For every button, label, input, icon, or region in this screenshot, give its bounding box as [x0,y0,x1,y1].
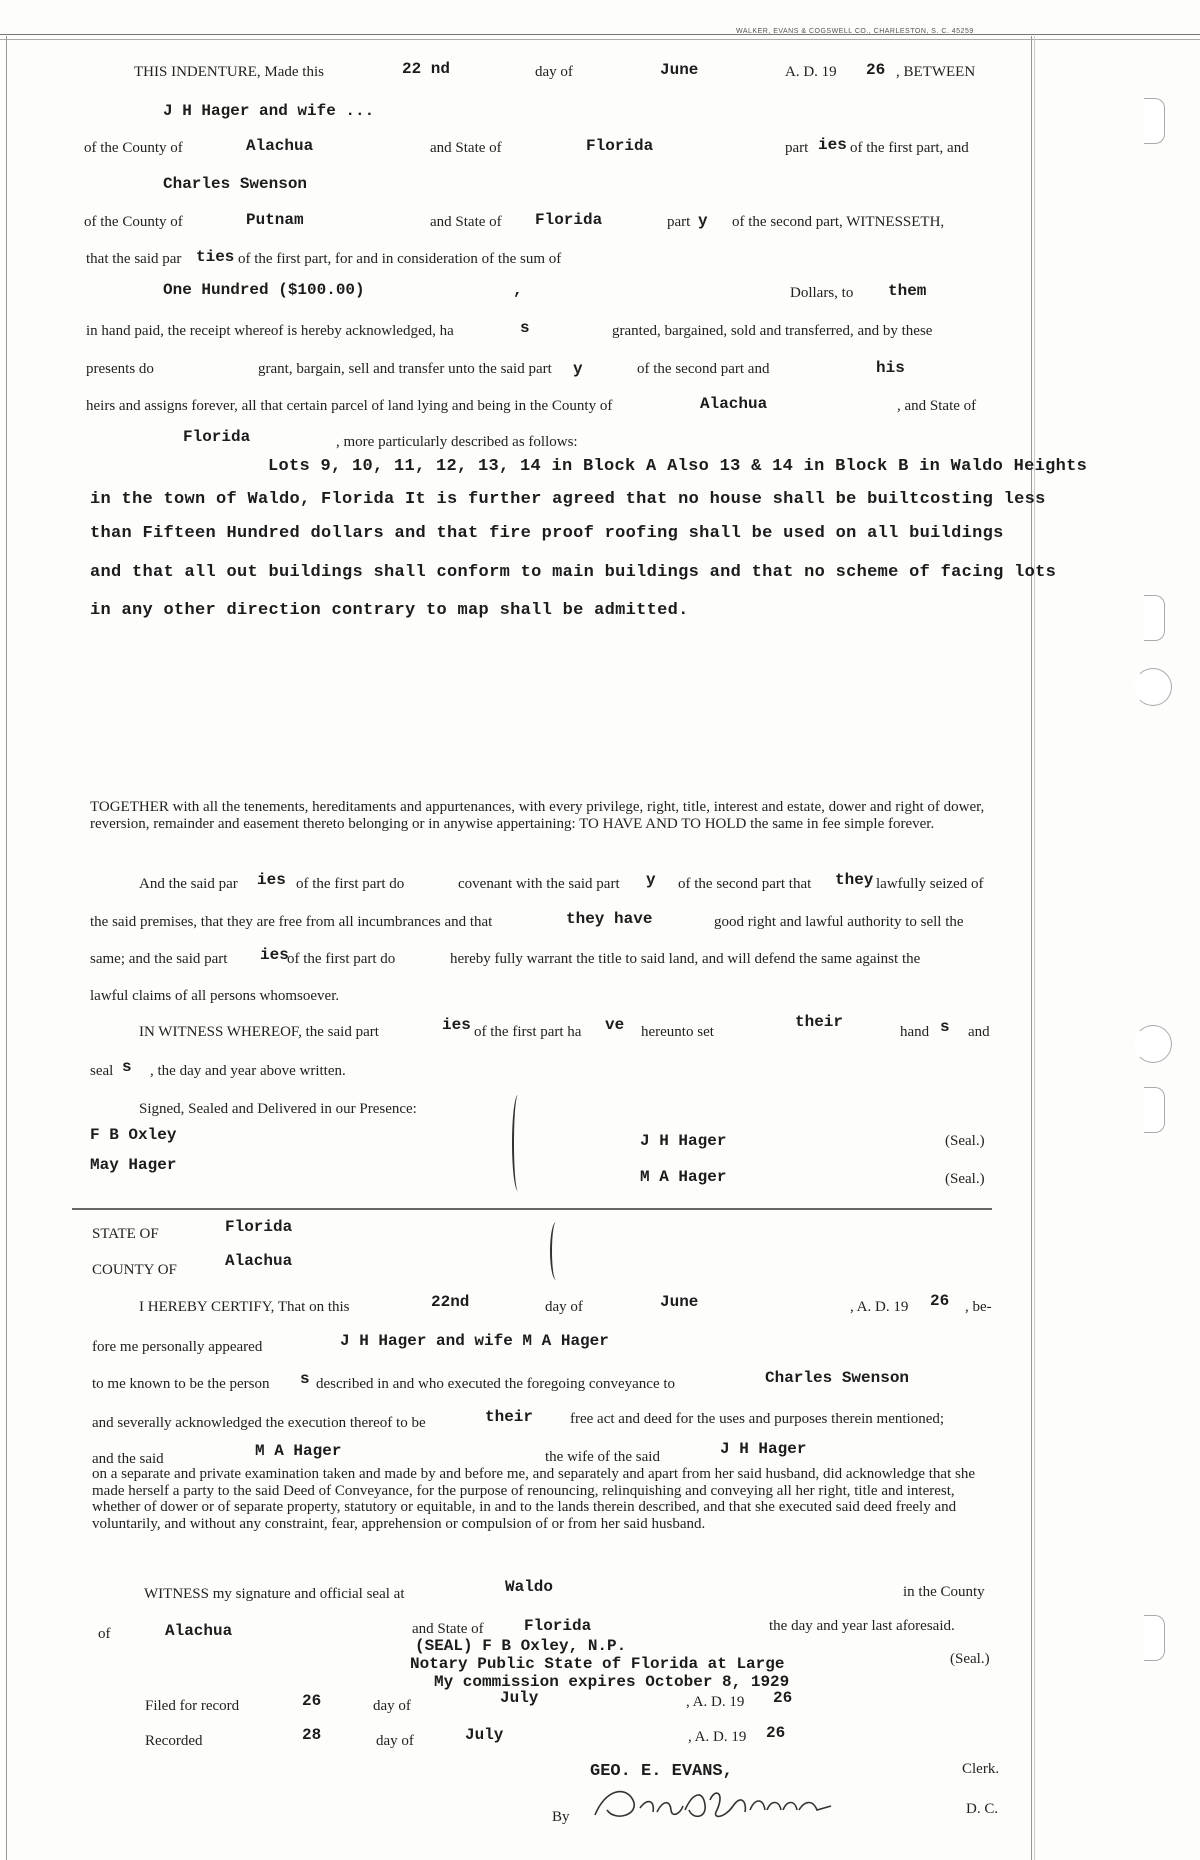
covenant-l1-s1: ies [257,871,286,889]
right-margin-line [1031,36,1032,1860]
consideration-line5a: heirs and assigns forever, all that certain parcel of land lying and being in the County of [86,398,613,414]
party2-county-label: of the County of [84,214,183,230]
ack-be: , be- [965,1299,992,1315]
ack-and-state: and State of [412,1621,484,1637]
ack-wife-of: the wife of the said [545,1449,660,1465]
recorded-day: 28 [302,1726,322,1744]
consideration-comma: , [513,281,523,299]
by-label: By [552,1809,570,1825]
covenant-l4: lawful claims of all persons whomsoever. [90,988,340,1004]
ack-of: of [98,1626,111,1642]
covenant-l2-they-have: they have [566,910,653,928]
party1-state: Florida [586,137,654,155]
together-clause: TOGETHER with all the tenements, hereditaments and appurtenances, with every privilege, right, title, interest and estate, dower and right of dower, reversion, remainder and easement thereto belonging or in anywise appertaining: TO HAVE AND TO HOLD the same in fee simple forever. [90,799,985,832]
ack-known-b: described in and who executed the foregoing conveyance to [316,1376,676,1392]
ack-their: their [485,1408,534,1426]
covenant-l1-s2: y [646,871,656,889]
left-margin-line [6,36,7,1860]
party2-part-label: part [667,214,691,230]
ack-day-year: the day and year last aforesaid. [769,1618,955,1634]
party1-part-suffix: ies [818,136,847,154]
intro-between: , BETWEEN [896,64,976,80]
binder-hole [1144,98,1165,144]
ack-free-act: free act and deed for the uses and purposes therein mentioned; [570,1411,945,1427]
party2-county: Putnam [246,211,304,229]
description-line: in the town of Waldo, Florida It is further agreed that no house shall be builtcosting less [90,490,1046,509]
consideration-to-whom: them [888,282,927,300]
witness-l1a: IN WITNESS WHEREOF, the said part [139,1024,379,1040]
ack-wife: M A Hager [255,1442,342,1460]
notary-seal-label: (Seal.) [950,1651,990,1667]
description-line: in any other direction contrary to map shall be admitted. [90,601,689,620]
witness-name: May Hager [90,1156,177,1174]
grantor-name: M A Hager [640,1168,727,1186]
recorded-label: Recorded [145,1733,203,1749]
ack-severally: and severally acknowledged the execution thereof to be [92,1415,426,1431]
clerk-label: Clerk. [962,1761,1000,1777]
intro-ad: A. D. 19 [785,64,837,80]
witness-hand-s: s [940,1018,950,1036]
party2-name: Charles Swenson [163,175,308,193]
ack-witness-sig: WITNESS my signature and official seal at [144,1586,405,1602]
covenant-l1a: And the said par [139,876,238,892]
party2-state-label: and State of [430,214,502,230]
binder-hole [1144,1615,1165,1661]
ack-husband: J H Hager [720,1440,807,1458]
ack-month: June [660,1293,699,1311]
binder-hole [1134,1025,1172,1063]
ack-fore: fore me personally appeared [92,1339,263,1355]
witness-l1-s1: ies [442,1016,471,1034]
recorded-year: 26 [766,1724,786,1742]
description-line: and that all out buildings shall conform to main buildings and that no scheme of facing lots [90,563,1057,582]
ack-w-county: Alachua [165,1622,233,1640]
consideration-line1b: of the first part, for and in consideration of the sum of [238,251,562,267]
covenant-l1d: of the second part that [678,876,812,892]
witness-and: and [968,1024,990,1040]
consideration-dollars-to: Dollars, to [790,285,854,301]
filed-day-of: day of [373,1698,411,1714]
filed-label: Filed for record [145,1698,240,1714]
consideration-line3a: in hand paid, the receipt whereof is hereby acknowledged, ha [86,323,454,339]
party1-county-label: of the County of [84,140,183,156]
ack-known: to me known to be the person [92,1376,270,1392]
ack-grantee: Charles Swenson [765,1369,910,1387]
ack-county: Alachua [225,1252,293,1270]
consideration-line4-suffix: y [573,360,583,378]
intro-made-this: THIS INDENTURE, Made this [134,64,324,80]
seal-label: (Seal.) [945,1133,985,1149]
witness-seal-s: s [122,1058,132,1076]
ack-state-label: STATE OF [92,1226,159,1242]
recorded-day-of: day of [376,1733,414,1749]
recorded-ad: , A. D. 19 [688,1729,747,1745]
section-divider [72,1208,992,1210]
binder-hole [1134,668,1172,706]
ack-separate-examination: on a separate and private examination taken and made by and before me, and separately and apart from her said husband, did acknowledge that she made herself a party to the said Deed of Conveyance, for the purpose of renouncing, relinquishing and conveying all her right, title and interest, whether of dower or of separate property, statutory or equitable, in and to the lands therein described, and that she executed said deed freely and voluntarily, and without any constraint, fear, apprehension or compulsion of or from her said husband. [92,1466,975,1532]
party1-name: J H Hager and wife ... [163,102,375,120]
party1-county: Alachua [246,137,314,155]
consideration-amount: One Hundred ($100.00) [163,281,365,299]
consideration-his: his [876,359,905,377]
ack-certify: I HEREBY CERTIFY, That on this [139,1299,350,1315]
consideration-line1-suffix: ties [196,248,235,266]
ack-county-label: COUNTY OF [92,1262,177,1278]
covenant-l3b: of the first part do [287,951,396,967]
consideration-line1a: that the said par [86,251,182,267]
seal-label: (Seal.) [945,1171,985,1187]
right-margin-line-2 [1034,36,1035,1860]
binder-hole [1144,1087,1165,1133]
ack-w-state: Florida [524,1617,592,1635]
notary-line: Notary Public State of Florida at Large [410,1655,785,1673]
witness-l2b: , the day and year above written. [150,1063,346,1079]
signature-brace [512,1095,524,1191]
intro-year: 26 [866,61,886,79]
witness-l1c: hereunto set [641,1024,714,1040]
covenant-l1e: lawfully seized of [876,876,984,892]
printer-imprint: WALKER, EVANS & COGSWELL CO., CHARLESTON, S. C. 45259 [736,28,974,35]
ack-appeared: J H Hager and wife M A Hager [340,1332,609,1350]
ack-and-said: and the said [92,1451,164,1467]
description-line: than Fifteen Hundred dollars and that fire proof roofing shall be used on all buildings [90,524,1004,543]
binder-hole [1144,595,1165,641]
ack-day-of: day of [545,1299,583,1315]
dc-label: D. C. [966,1801,999,1817]
witness-l1b: of the first part ha [474,1024,582,1040]
covenant-l2b: good right and lawful authority to sell the [714,914,964,930]
party1-first-part: of the first part, and [850,140,969,156]
consideration-line4a: presents do [86,361,154,377]
intro-day: 22 nd [402,60,451,78]
ack-day: 22nd [431,1293,470,1311]
top-border [0,34,1200,40]
filed-month: July [500,1689,539,1707]
party1-state-label: and State of [430,140,502,156]
consideration-line6: , more particularly described as follows: [336,434,578,450]
consideration-line5b: , and State of [897,398,977,414]
party2-second-part: of the second part, WITNESSETH, [732,214,945,230]
grantor-name: J H Hager [640,1132,727,1150]
covenant-l2a: the said premises, that they are free from all incumbrances and that [90,914,493,930]
covenant-l1c: covenant with the said part [458,876,620,892]
intro-month: June [660,61,699,79]
covenant-l1b: of the first part do [296,876,405,892]
witness-hand: hand [900,1024,930,1040]
covenant-l1-they: they [835,871,874,889]
deputy-clerk-signature [585,1770,845,1830]
consideration-line4c: of the second part and [637,361,770,377]
venue-brace [550,1222,562,1280]
consideration-land-county: Alachua [700,395,768,413]
witness-seal: seal [90,1063,114,1079]
witness-l1-s2: ve [605,1016,625,1034]
description-line: Lots 9, 10, 11, 12, 13, 14 in Block A Also 13 & 14 in Block B in Waldo Heights [268,457,1088,476]
intro-day-of: day of [535,64,573,80]
notary-line: (SEAL) F B Oxley, N.P. [415,1637,627,1655]
witness-their: their [795,1013,844,1031]
recorded-month: July [465,1726,504,1744]
party2-state: Florida [535,211,603,229]
filed-day: 26 [302,1692,322,1710]
ack-year: 26 [930,1292,950,1310]
consideration-line3b: granted, bargained, sold and transferred, and by these [612,323,933,339]
consideration-line4b: grant, bargain, sell and transfer unto the said part [258,361,552,377]
consideration-land-state: Florida [183,428,251,446]
party1-part-label: part [785,140,809,156]
ack-in-county: in the County [903,1584,985,1600]
consideration-ha-suffix: s [520,319,530,337]
party2-part-suffix: y [698,212,708,230]
filed-ad: , A. D. 19 [686,1694,745,1710]
covenant-l3c: hereby fully warrant the title to said land, and will defend the same against the [450,951,921,967]
ack-place: Waldo [505,1578,554,1596]
witness-name: F B Oxley [90,1126,177,1144]
ack-known-s: s [300,1370,310,1388]
witness-signed: Signed, Sealed and Delivered in our Presence: [139,1101,417,1117]
covenant-l3a: same; and the said part [90,951,228,967]
covenant-l3-s: ies [260,946,289,964]
filed-year: 26 [773,1689,793,1707]
clerk-name: GEO. E. EVANS, [590,1762,733,1781]
notary-line: My commission expires October 8, 1929 [434,1673,790,1691]
ack-state: Florida [225,1218,293,1236]
ack-ad: , A. D. 19 [850,1299,909,1315]
